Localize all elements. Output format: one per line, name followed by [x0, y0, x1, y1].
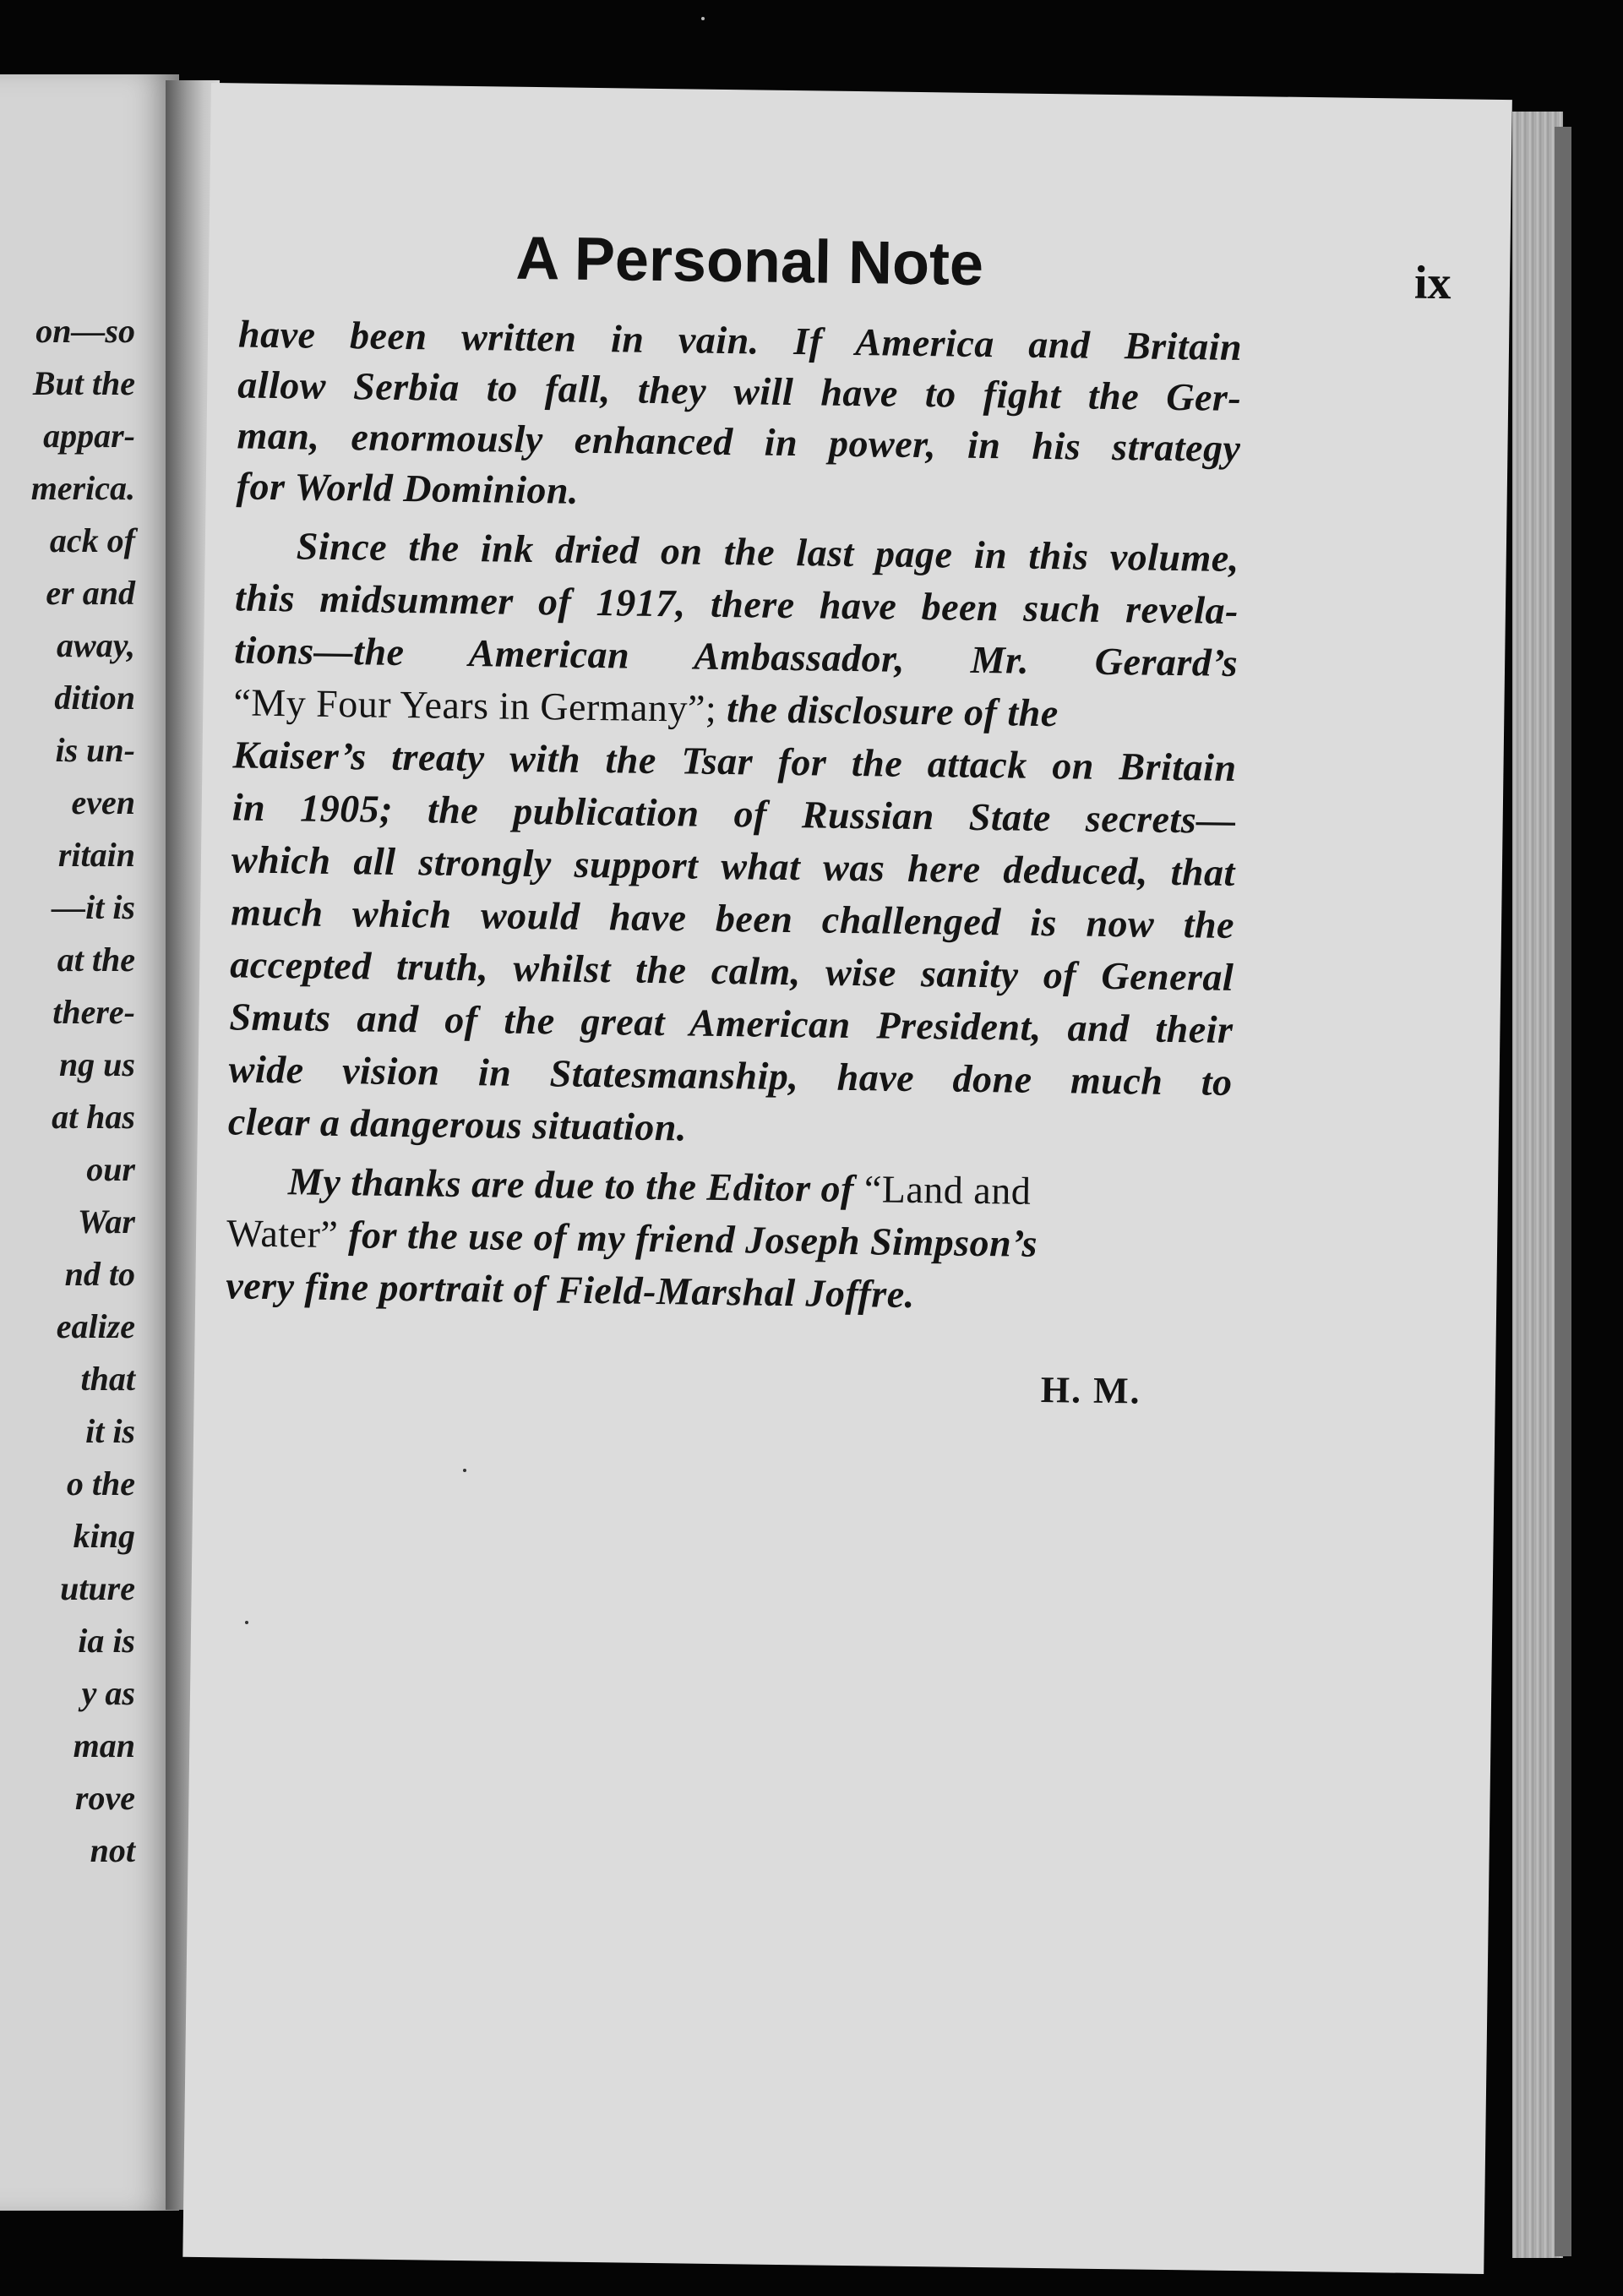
- left-page-line: ng us: [58, 1045, 135, 1083]
- left-page-line: king: [73, 1517, 135, 1555]
- left-page-line: ealize: [56, 1307, 135, 1345]
- author-initials-signature: H. M.: [1040, 1368, 1141, 1412]
- left-page-line: rove: [74, 1779, 135, 1817]
- left-page-line: at has: [52, 1098, 135, 1136]
- left-page-line: not: [90, 1831, 135, 1869]
- text-line: Kaiser’s treaty with the Tsar for the attack on Britain: [232, 733, 1237, 789]
- scan-speck: [701, 17, 705, 20]
- text-line: allow Serbia to fall, they will have to fight the Ger-: [237, 363, 1242, 419]
- left-page-line: at the: [57, 941, 135, 979]
- left-page-line: it is: [85, 1412, 135, 1450]
- text-span: My thanks are due to the Editor of: [287, 1159, 865, 1211]
- text-line: in 1905; the publication of Russian State secrets—: [231, 785, 1237, 842]
- left-page-line: away,: [57, 626, 135, 664]
- text-line: Smuts and of the great American President, and their: [229, 995, 1234, 1051]
- text-line: which all strongly support what was here deduced, that: [231, 837, 1236, 894]
- magazine-title-quote: Water”: [226, 1211, 339, 1257]
- text-line: much which would have been challenged is now the: [230, 890, 1235, 946]
- left-page-line: appar-: [43, 417, 135, 455]
- left-page-line: our: [86, 1150, 135, 1188]
- left-page-line: But the: [32, 364, 135, 402]
- text-line: tions—the American Ambassador, Mr. Gerard’s: [233, 628, 1239, 684]
- text-span: the disclosure of the: [716, 686, 1059, 735]
- page-number: ix: [1413, 256, 1451, 310]
- text-line: wide vision in Statesmanship, have done much to: [228, 1047, 1233, 1104]
- left-page-line: is un-: [55, 731, 135, 769]
- left-page-line: merica.: [30, 469, 135, 507]
- left-page-line: o the: [66, 1464, 135, 1502]
- text-span: for the use of my friend Joseph Simpson’s: [337, 1213, 1038, 1265]
- book-title-quote: “My Four Years in Germany”;: [233, 680, 717, 730]
- text-line: very fine portrait of Field-Marshal Joffre.: [226, 1263, 916, 1317]
- text-line: for World Dominion.: [236, 464, 580, 512]
- right-page: [182, 83, 1512, 2274]
- text-line: clear a dangerous situation.: [227, 1099, 688, 1149]
- text-line: have been written in vain. If America and Britain: [237, 312, 1243, 368]
- left-page-line: —it is: [52, 888, 135, 926]
- left-page-line: even: [71, 783, 135, 821]
- left-page-line: on—so: [35, 312, 135, 350]
- left-page-line: uture: [60, 1569, 135, 1607]
- left-page-line: ia is: [78, 1622, 135, 1660]
- magazine-title-quote: “Land and: [863, 1167, 1032, 1213]
- text-line-mixed: [233, 679, 1238, 738]
- paper-speck: [245, 1621, 248, 1624]
- text-line-mixed: [226, 1210, 1231, 1268]
- page-edge-shadow: [1555, 127, 1571, 2256]
- paper-speck: [463, 1469, 466, 1472]
- left-page-line: dition: [54, 679, 135, 717]
- text-line-mixed: [227, 1158, 1232, 1216]
- text-line: accepted truth, whilst the calm, wise sanity of General: [230, 942, 1234, 999]
- left-page-line: nd to: [64, 1255, 135, 1293]
- left-page-line: there-: [52, 993, 135, 1031]
- left-facing-page: [0, 74, 179, 2211]
- text-line: man, enormously enhanced in power, in his strategy: [237, 413, 1241, 470]
- text-line: Since the ink dried on the last page in this volume,: [296, 524, 1240, 580]
- text-line: this midsummer of 1917, there have been such revela-: [234, 575, 1239, 632]
- running-header-title: A Personal Note: [515, 224, 984, 298]
- left-page-line: man: [73, 1726, 135, 1764]
- left-page-line: ritain: [57, 836, 135, 874]
- left-page-line: ack of: [49, 521, 135, 559]
- left-page-line: that: [80, 1360, 135, 1398]
- left-page-line: War: [77, 1203, 135, 1241]
- left-page-line: er and: [46, 574, 135, 612]
- left-page-line: y as: [81, 1674, 135, 1712]
